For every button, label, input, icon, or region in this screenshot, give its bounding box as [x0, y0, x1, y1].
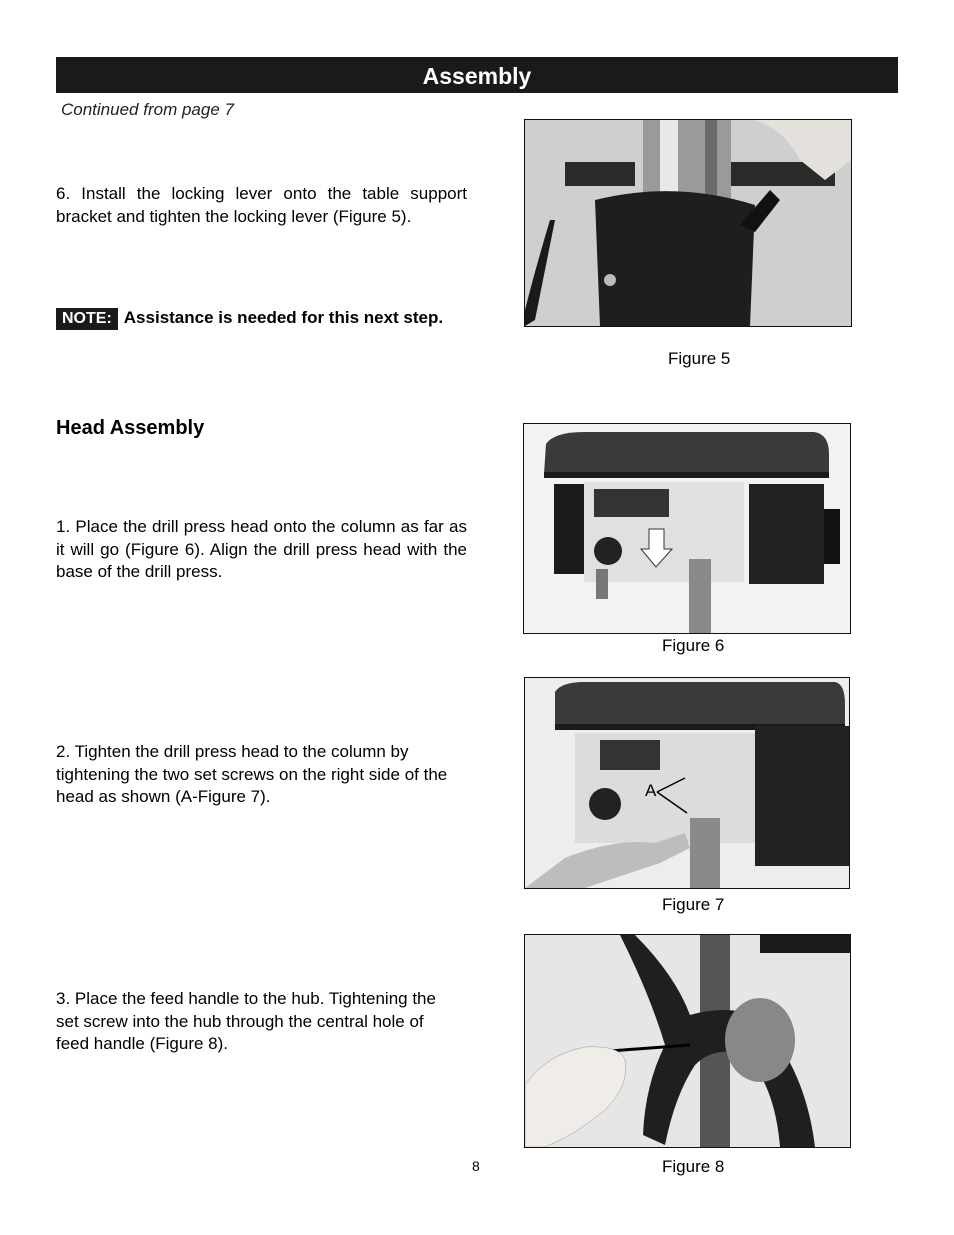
continued-note: Continued from page 7 — [61, 100, 234, 119]
step-2-text: 2. Tighten the drill press head to the column by tightening the two set screws on the right side of the head as shown (A-Figure 7). — [56, 742, 448, 806]
set-screws-photo — [525, 678, 849, 888]
drill-press-head-photo — [524, 424, 850, 633]
page-number: 8 — [472, 1158, 480, 1174]
locking-lever-photo — [525, 120, 851, 326]
section-heading: Head Assembly — [56, 417, 205, 439]
figure-6-caption: Figure 6 — [662, 636, 725, 655]
figure-7-image — [524, 677, 850, 889]
figure-6-image — [523, 423, 851, 634]
figure-7-caption: Figure 7 — [662, 895, 725, 914]
page-title: Assembly — [56, 57, 898, 93]
note-text: Assistance is needed for this next step. — [123, 308, 444, 327]
note-badge: NOTE: — [56, 308, 118, 330]
figure-5-image — [524, 119, 852, 327]
callout-label-a: A — [645, 781, 657, 800]
feed-handle-photo — [525, 935, 850, 1147]
figure-8-image — [524, 934, 851, 1148]
step-3-text: 3. Place the feed handle to the hub. Tightening the set screw into the hub through the central hole of feed handle (Figure 8). — [56, 989, 436, 1053]
note-block — [56, 306, 476, 330]
figure-5-caption: Figure 5 — [668, 349, 731, 368]
step-1-text: 1. Place the drill press head onto the column as far as it will go (Figure 6). Align the drill press head with the base of the drill press. — [56, 517, 467, 581]
figure-8-caption: Figure 8 — [662, 1157, 725, 1176]
step-6-text: 6. Install the locking lever onto the table support bracket and tighten the locking lever (Figure 5). — [56, 184, 467, 226]
